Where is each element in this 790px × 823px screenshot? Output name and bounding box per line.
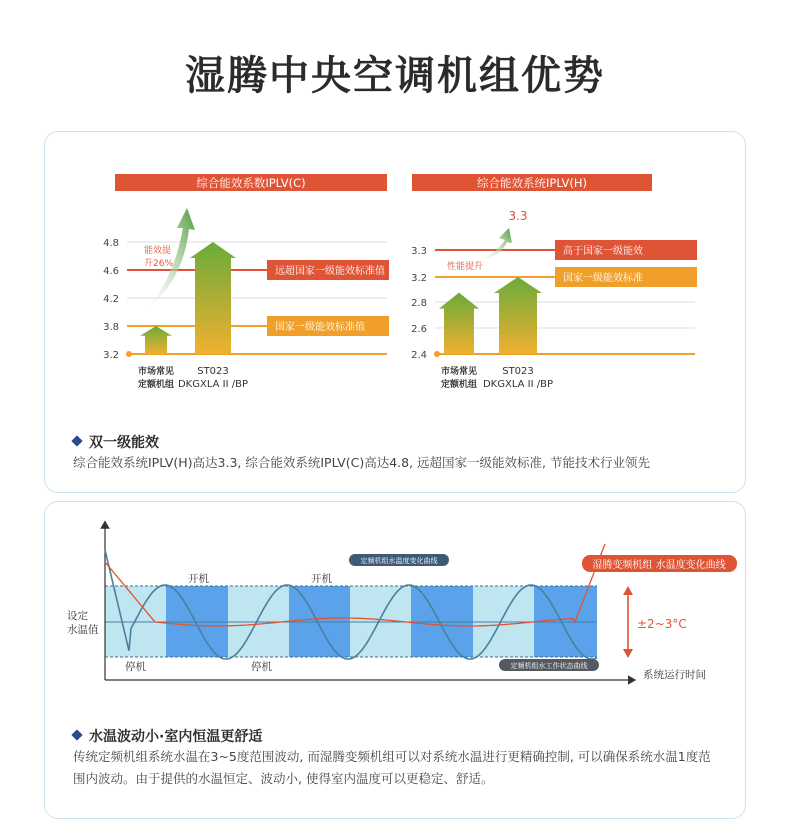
chart1-title: 综合能效系数IPLV(C) — [196, 176, 306, 190]
chart2-category-label: 市场常见 — [440, 367, 478, 377]
page-title: 湿腾中央空调机组优势 — [185, 52, 605, 99]
feature1-heading — [73, 432, 159, 452]
water-temp-chart — [45, 502, 745, 702]
feature2-heading — [73, 726, 262, 746]
feature2-desc: 传统定频机组系统水温在3~5度范围波动, 而湿腾变频机组可以对系统水温进行更精确控制, 可以确保系统水温1度范围内波动。由于提供的水温恒定、波动小, 使得室内温度可以更稳定、舒适。 — [73, 749, 711, 786]
variable-series-tag: 湿腾变频机组 水温度变化曲线 — [592, 560, 726, 571]
chart2-value-label: 3.3 — [508, 209, 528, 223]
chart2-tick-label: 2.6 — [411, 324, 427, 335]
chart1-category-label: 定额机组 — [137, 380, 175, 390]
fixed-series-tag: 定频机组水温度变化曲线 — [360, 557, 438, 565]
working-state-tag: 定频机组水工作状态曲线 — [510, 662, 588, 670]
band-label: ±2~3°C — [637, 617, 687, 631]
chart2-category-label: 定额机组 — [440, 380, 478, 390]
on-label-1: 开机 — [188, 573, 209, 585]
chart1-annotation: 升26% — [144, 259, 174, 269]
chart1-category-label: ST023 — [197, 366, 229, 377]
feature2-heading-text: 水温波动小·室内恒温更舒适 — [89, 729, 263, 745]
chart1-origin-dot — [126, 351, 132, 357]
off-label-2: 停机 — [251, 661, 272, 673]
x-axis-label: 系统运行时间 — [643, 669, 706, 681]
on-label-2: 开机 — [311, 573, 332, 585]
chart2-tick-label: 2.8 — [411, 298, 427, 309]
chart2-reference-label: 高于国家一级能效 — [563, 246, 643, 257]
chart1-tick-label: 4.8 — [103, 238, 119, 249]
chart2-category-label: ST023 — [502, 366, 534, 377]
chart2-reference-label: 国家一级能效标准 — [563, 273, 643, 284]
chart2-origin-dot — [434, 351, 440, 357]
chart2-bar — [494, 277, 542, 354]
efficiency-charts — [45, 132, 745, 422]
chart2-category-label: DKGXLA II /BP — [482, 379, 554, 390]
chart1-tick-label: 3.2 — [103, 350, 119, 361]
chart1-tick-label: 4.6 — [103, 266, 119, 277]
chart1-bar — [140, 326, 172, 354]
feature1-desc: 综合能效系统IPLV(H)高达3.3, 综合能效系统IPLV(C)高达4.8, 远超国家一级能效标准, 节能技术行业领先 — [73, 455, 650, 470]
chart1-tick-label: 3.8 — [103, 322, 119, 333]
efficiency-panel — [44, 131, 746, 493]
off-label-1: 停机 — [125, 661, 146, 673]
chart2-tick-label: 3.3 — [411, 246, 427, 257]
chart1-tick-label: 4.2 — [103, 294, 119, 305]
water-temp-panel — [44, 501, 746, 819]
band-arrow-up-head — [623, 586, 633, 595]
feature1-heading-text: 双一级能效 — [89, 435, 159, 451]
chart2-title: 综合能效系统IPLV(H) — [477, 176, 587, 190]
y-axis-label-1: 设定 — [67, 610, 88, 622]
chart1-category-label: DKGXLA II /BP — [177, 379, 249, 390]
chart1-reference-label: 远超国家一级能效标准值 — [275, 266, 385, 277]
chart2-tick-label: 3.2 — [411, 273, 427, 284]
chart1-reference-label: 国家一级能效标准值 — [275, 322, 365, 333]
chart2-improvement-arrow — [481, 228, 512, 260]
diamond-icon — [71, 729, 82, 740]
y-axis-label-2: 水温值 — [67, 624, 99, 636]
chart1-bar — [190, 242, 236, 354]
chart1-annotation: 能效提 — [144, 246, 172, 256]
chart2-annotation: 性能提升 — [447, 262, 484, 272]
chart2-tick-label: 2.4 — [411, 350, 427, 361]
diamond-icon — [71, 435, 82, 446]
band-arrow-down-head — [623, 649, 633, 658]
chart1-category-label: 市场常见 — [137, 367, 175, 377]
